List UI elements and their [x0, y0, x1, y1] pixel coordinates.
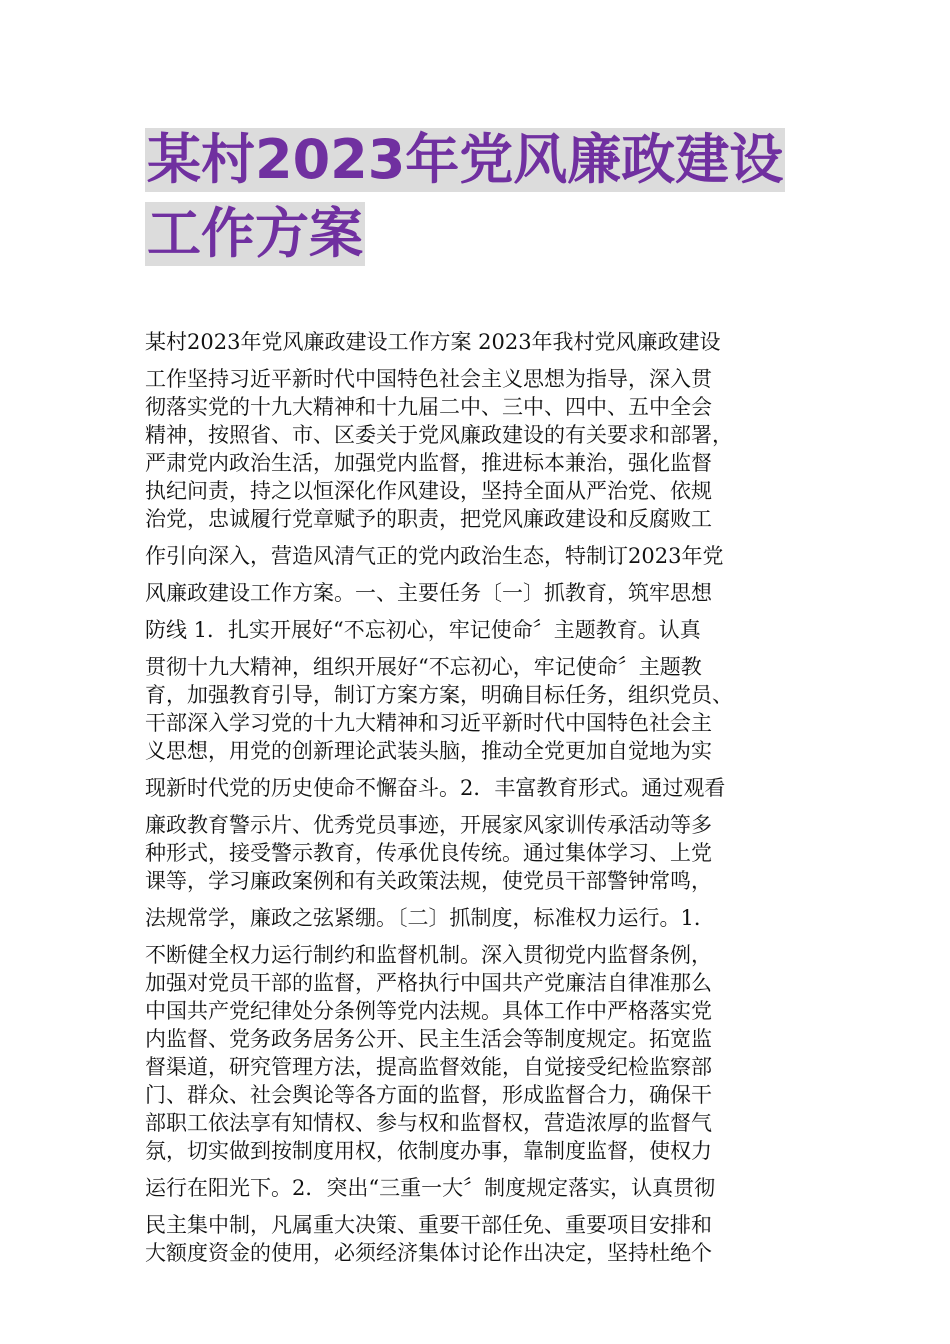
body-line: 精神，按照省、市、区委关于党风廉政建设的有关要求和部署， [145, 423, 733, 447]
body-line: 义思想，用党的创新理论武装头脑，推动全党更加自觉地为实 [145, 739, 712, 763]
body-line: 严肃党内政治生活，加强党内监督，推进标本兼治，强化监督 [145, 451, 712, 475]
body-line: 执纪问责，持之以恒深化作风建设，坚持全面从严治党、依规 [145, 479, 712, 503]
body-line: 大额度资金的使用，必须经济集体讨论作出决定，坚持杜绝个 [145, 1241, 712, 1265]
body-line: 法规常学，廉政之弦紧绷。〔二〕抓制度，标准权力运行。1． [145, 906, 715, 930]
body-line: 民主集中制，凡属重大决策、重要干部任免、重要项目安排和 [145, 1213, 712, 1237]
title-line-1: 某村2023年党风廉政建设 [147, 128, 784, 191]
body-line: 廉政教育警示片、优秀党员事迹，开展家风家训传承活动等多 [145, 813, 712, 837]
body-line: 某村2023年党风廉政建设工作方案 2023年我村党风廉政建设 [145, 330, 721, 354]
body-line: 中国共产党纪律处分条例等党内法规。具体工作中严格落实党 [145, 999, 712, 1023]
body-line: 干部深入学习党的十九大精神和习近平新时代中国特色社会主 [145, 711, 712, 735]
document-body [145, 328, 815, 1267]
body-line: 工作坚持习近平新时代中国特色社会主义思想为指导，深入贯 [145, 367, 712, 391]
body-line: 课等，学习廉政案例和有关政策法规，使党员干部警钟常鸣， [145, 869, 712, 893]
title-line-2: 工作方案 [147, 202, 363, 265]
body-line: 运行在阳光下。2．突出“三重一大〞制度规定落实，认真贯彻 [145, 1176, 716, 1200]
body-line: 彻落实党的十九大精神和十九届二中、三中、四中、五中全会 [145, 395, 712, 419]
body-line: 不断健全权力运行制约和监督机制。深入贯彻党内监督条例， [145, 943, 712, 967]
body-line: 督渠道，研究管理方法，提高监督效能，自觉接受纪检监察部 [145, 1055, 712, 1079]
body-line: 加强对党员干部的监督，严格执行中国共产党廉洁自律准那么 [145, 971, 712, 995]
document-title [145, 128, 825, 276]
body-line: 种形式，接受警示教育，传承优良传统。通过集体学习、上党 [145, 841, 712, 865]
body-line: 部职工依法享有知情权、参与权和监督权，营造浓厚的监督气 [145, 1111, 712, 1135]
body-line: 内监督、党务政务居务公开、民主生活会等制度规定。拓宽监 [145, 1027, 712, 1051]
body-line: 治党，忠诚履行党章赋予的职责，把党风廉政建设和反腐败工 [145, 507, 712, 531]
body-line: 育，加强教育引导，制订方案方案，明确目标任务，组织党员、 [145, 683, 733, 707]
body-line: 防线 1．扎实开展好“不忘初心，牢记使命〞主题教育。认真 [145, 618, 701, 642]
body-line: 门、群众、社会舆论等各方面的监督，形成监督合力，确保干 [145, 1083, 712, 1107]
body-line: 氛，切实做到按制度用权，依制度办事，靠制度监督，使权力 [145, 1139, 712, 1163]
body-line: 现新时代党的历史使命不懈奋斗。2．丰富教育形式。通过观看 [145, 776, 726, 800]
body-line: 贯彻十九大精神，组织开展好“不忘初心，牢记使命〞主题教 [145, 655, 702, 679]
body-line: 风廉政建设工作方案。一、主要任务〔一〕抓教育，筑牢思想 [145, 581, 712, 605]
body-line: 作引向深入，营造风清气正的党内政治生态，特制订2023年党 [145, 544, 724, 568]
